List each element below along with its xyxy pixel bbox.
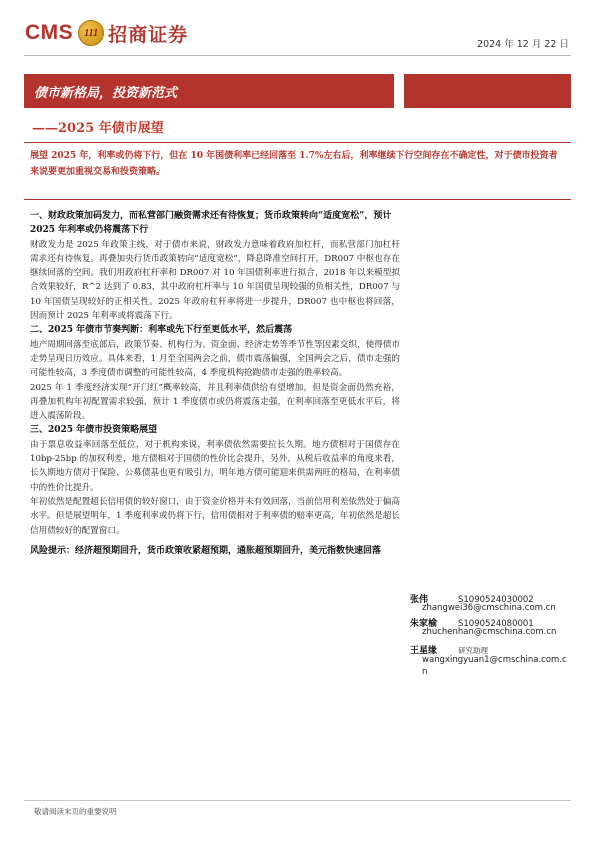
logo-cms-text: CMS [25, 21, 74, 44]
title-banner [24, 74, 394, 108]
logo-badge-icon: 111 [78, 20, 104, 46]
footer-divider [24, 800, 571, 801]
summary-bottom-rule [24, 199, 571, 200]
analyst-cert: S1090524080001 [458, 619, 534, 629]
analyst-role: 研究助理 [458, 646, 488, 655]
risk-warning: 风险提示：经济超预期回升，货币政策收紧超预期，通胀超预期回升，美元指数快速回落 [30, 545, 382, 556]
section-2-paragraph-1: 地产周期回落至底部后，政策节奏、机构行为、资金面、经济走势等季节性等因素交织，使得债市走势呈现日历效应。具体来看，1 月至全国两会之前，债市震荡偏强，全国两会之后，债市走强的可能性较高，3 季度债市调整的可能性较高，4 季度机构抢跑债市走强的胜率较高。 [30, 339, 400, 379]
company-logo [25, 18, 188, 48]
analyst-name: 王星缘 [410, 646, 438, 656]
header-divider [24, 55, 571, 56]
summary-top-rule [24, 142, 571, 143]
analyst-name: 张伟 [410, 595, 429, 605]
footer-note: 敬请阅读末页的重要说明 [34, 807, 117, 816]
section-heading-1: 一、财政政策加码发力，而私营部门融资需求还有待恢复；货币政策转向“适度宽松”，预计 2025 年利率或仍将震荡下行 [30, 211, 392, 236]
section-3-paragraph-2: 年初依然是配置超长信用债的较好窗口，由于资金价格并未有效回落，当前信用利差依然处于偏高水平。但是展望明年，1 季度利率或仍将下行，信用债相对于利率债的赔率更高，年初依然是超长信用债较好的配置窗口。 [30, 496, 400, 536]
analyst-name: 朱家榆 [410, 619, 438, 629]
report-title: 债市新格局，投资新范式 [34, 85, 178, 101]
report-subtitle: ——2025 年债市展望 [32, 121, 164, 136]
section-2-paragraph-2: 2025 年 1 季度经济实现“开门红”概率较高，并且利率债供给有望增加，但是资金面仍然充裕，再叠加机构年初配置需求较强，预计 1 季度债市或仍将震荡走强，在利率回落至更低水平后，将进入震荡阶段。 [30, 382, 400, 422]
analyst-email: zhangwei36@cmschina.com.cn [422, 603, 556, 613]
analyst-2 [410, 616, 575, 627]
analyst-3 [410, 643, 575, 654]
analyst-email: zhuchenhan@cmschina.com.cn [422, 627, 557, 637]
report-body [30, 209, 400, 558]
section-1-paragraph: 财政发力是 2025 年政策主线，对于债市来说，财政发力意味着政府加杠杆，而私营部门加杠杆需求还有待恢复。再叠加央行货币政策转向“适度宽松”，降息降准空间打开，DR007 中枢也存在继续回落的空间。我们用政府杠杆率和 DR007 对 10 年国债利率进行拟合，2018 年以来模型拟合效果较好，R^2 达到了 0.83，其中政府杠杆率与 10 年国债呈现较强的负相关性，DR007 与 10 年国债呈现较好的正相关性。2025 年政府杠杆率将进一步提升，DR007 也中枢也将回落，因而预计 2025 年利率或将震荡下行。 [30, 239, 400, 322]
section-heading-3: 三、2025 年债市投资策略展望 [30, 425, 158, 436]
analyst-cert: S1090524030002 [458, 595, 534, 605]
analyst-1 [410, 592, 575, 603]
summary-text: 展望 2025 年，利率或仍将下行，但在 10 年国债利率已经回落至 1.7%左右后，利率继续下行空间存在不确定性，对于债市投资者来说要更加重视交易和投资策略。 [30, 151, 558, 177]
section-heading-2: 二、2025 年债市节奏判断：利率或先下行至更低水平，然后震荡 [30, 325, 293, 336]
section-3-paragraph-1: 由于票息收益率回落至低位，对于机构来说，利率债依然需要拉长久期。地方债相对于国债存在 10bp-25bp 的加权利差，地方债相对于国债的性价比会提升，另外，从税后收益率的角度来看，长久期地方债对于保险、公募债基也更有吸引力，明年地方债可能迎来供需两旺的格局，在利率债中的性价比提升。 [30, 439, 400, 493]
report-date: 2024 年 12 月 22 日 [477, 39, 569, 50]
analyst-panel [410, 592, 575, 678]
logo-chinese-text: 招商证券 [108, 23, 189, 46]
analyst-email: wangxingyuan1@cmschina.com.cn [422, 655, 567, 677]
side-banner [404, 74, 571, 108]
